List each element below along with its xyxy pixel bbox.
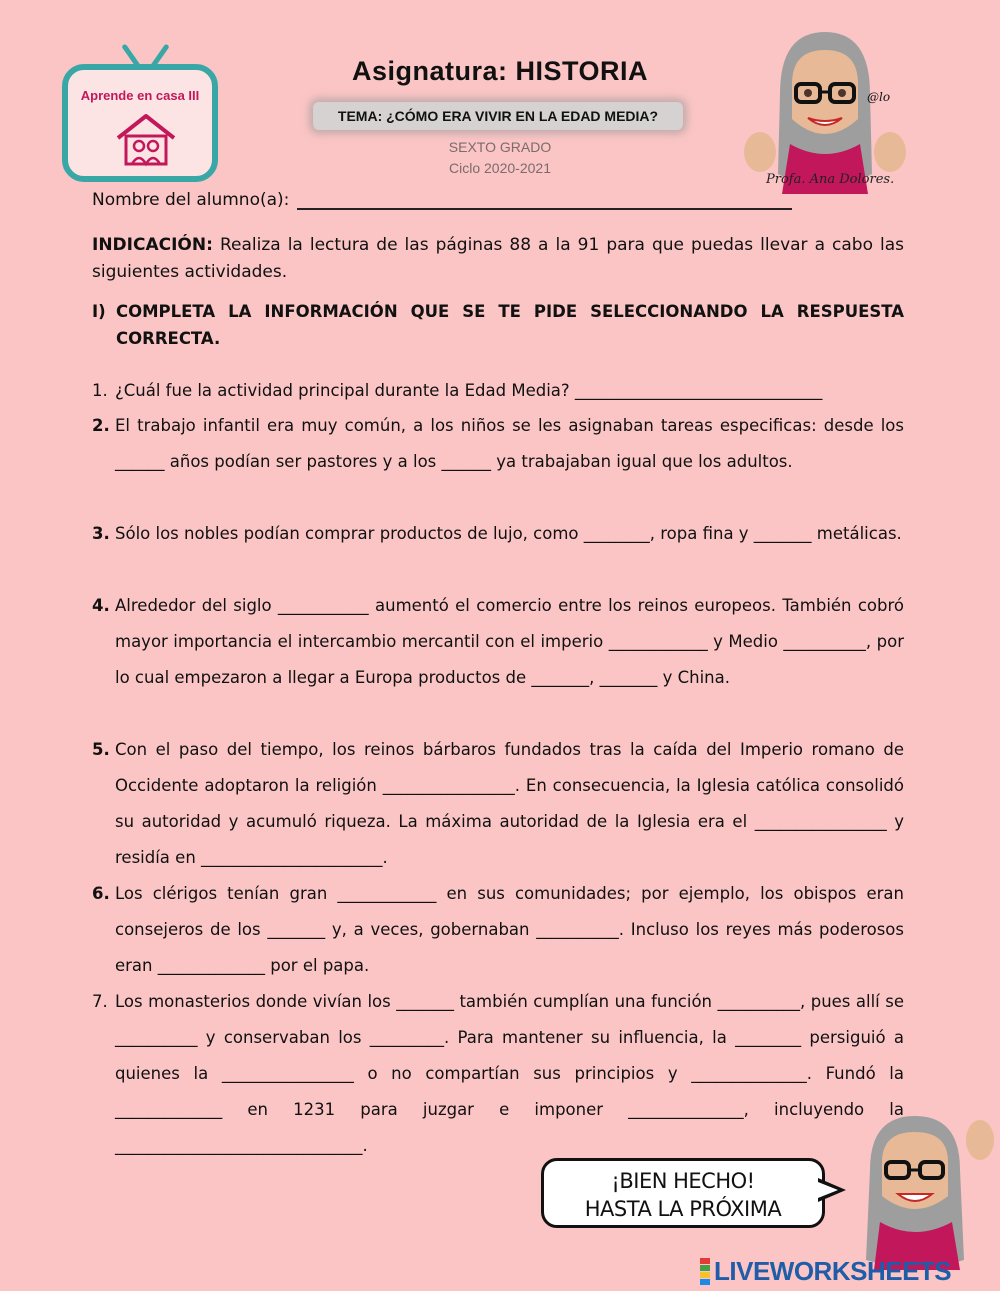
- question-text[interactable]: Alrededor del siglo ___________ aumentó el comercio entre los reinos europeos. También cobró mayor importancia el intercambio mercantil con el imperio ____________ y Medio __________, por lo cual empezaron a llegar a Europa productos de _______, _______ y China.: [115, 596, 904, 687]
- teacher-avatar-icon: [740, 24, 910, 194]
- section-number: I): [92, 302, 106, 321]
- question-5: [92, 732, 904, 876]
- cycle-label: Ciclo 2020-2021: [449, 160, 551, 176]
- question-7: [92, 984, 904, 1164]
- question-number: 1.: [92, 381, 108, 400]
- brand-text: LIVEWORKSHEETS: [714, 1255, 952, 1286]
- question-text[interactable]: Los monasterios donde vivían los _______ también cumplían una función __________, pues allí se __________ y conservaban los _________. Para mantener su influencia, la ________ persiguió a quienes la ________________ o no compartían sus principios y ______________. Fundó la _____________ en 1231 para juzgar e imponer ______________, incluyendo la ______________________________.: [115, 992, 904, 1155]
- student-name-blank[interactable]: [297, 192, 792, 210]
- section-heading: [92, 298, 904, 352]
- grade-label: SEXTO GRADO: [448, 139, 552, 155]
- indication-label: INDICACIÓN:: [92, 235, 213, 255]
- bubble-line-1: ¡BIEN HECHO!: [611, 1169, 755, 1193]
- question-text[interactable]: ¿Cuál fue la actividad principal durante la Edad Media? ______________________________: [115, 381, 823, 400]
- question-6: [92, 876, 904, 984]
- question-3: [92, 516, 904, 552]
- question-1: [92, 373, 904, 409]
- student-name-label: Nombre del alumno(a):: [92, 190, 290, 210]
- liveworksheets-brand: [700, 1256, 951, 1286]
- page-title: Asignatura: HISTORIA: [351, 56, 649, 86]
- question-number: 2.: [92, 416, 110, 435]
- question-text[interactable]: Con el paso del tiempo, los reinos bárbaros fundados tras la caída del Imperio romano de Occidente adoptaron la religión ________________. En consecuencia, la Iglesia católica consolidó su autoridad y acumuló riqueza. La máxima autoridad de la Iglesia era el ________________ y residía en ______________________.: [115, 740, 904, 867]
- liveworksheets-logo-icon: [700, 1258, 710, 1285]
- indication-paragraph: [92, 232, 904, 286]
- question-number: 4.: [92, 596, 110, 615]
- teacher-signature: Profa. Ana Dolores.: [766, 172, 895, 187]
- section-text: COMPLETA LA INFORMACIÓN QUE SE TE PIDE SELECCIONANDO LA RESPUESTA CORRECTA.: [116, 302, 904, 348]
- question-number: 6.: [92, 884, 110, 903]
- question-text[interactable]: Sólo los nobles podían comprar productos de lujo, como ________, ropa fina y _______ metálicas.: [115, 524, 902, 543]
- speech-bubble: [541, 1158, 825, 1228]
- tema-banner: TEMA: ¿CÓMO ERA VIVIR EN LA EDAD MEDIA?: [313, 102, 683, 130]
- bubble-line-2: HASTA LA PRÓXIMA: [584, 1197, 782, 1221]
- question-text[interactable]: Los clérigos tenían gran ____________ en sus comunidades; por ejemplo, los obispos eran consejeros de los _______ y, a veces, gobernaban __________. Incluso los reyes más poderosos eran _____________ por el papa.: [115, 884, 904, 975]
- teacher-waving-icon: [840, 1110, 1000, 1270]
- signature-mark: @lo: [867, 90, 891, 104]
- indication-text: Realiza la lectura de las páginas 88 a la 91 para que puedas llevar a cabo las siguientes actividades.: [92, 235, 905, 282]
- question-text[interactable]: El trabajo infantil era muy común, a los niños se les asignaban tareas especificas: desde los ______ años podían ser pastores y a los ______ ya trabajaban igual que los adultos.: [115, 416, 904, 471]
- question-number: 3.: [92, 524, 110, 543]
- student-name-row: [92, 190, 792, 210]
- logo-label: Aprende en casa III: [80, 88, 200, 103]
- question-4: [92, 588, 904, 696]
- question-number: 7.: [92, 992, 108, 1011]
- question-2: [92, 408, 904, 480]
- question-number: 5.: [92, 740, 110, 759]
